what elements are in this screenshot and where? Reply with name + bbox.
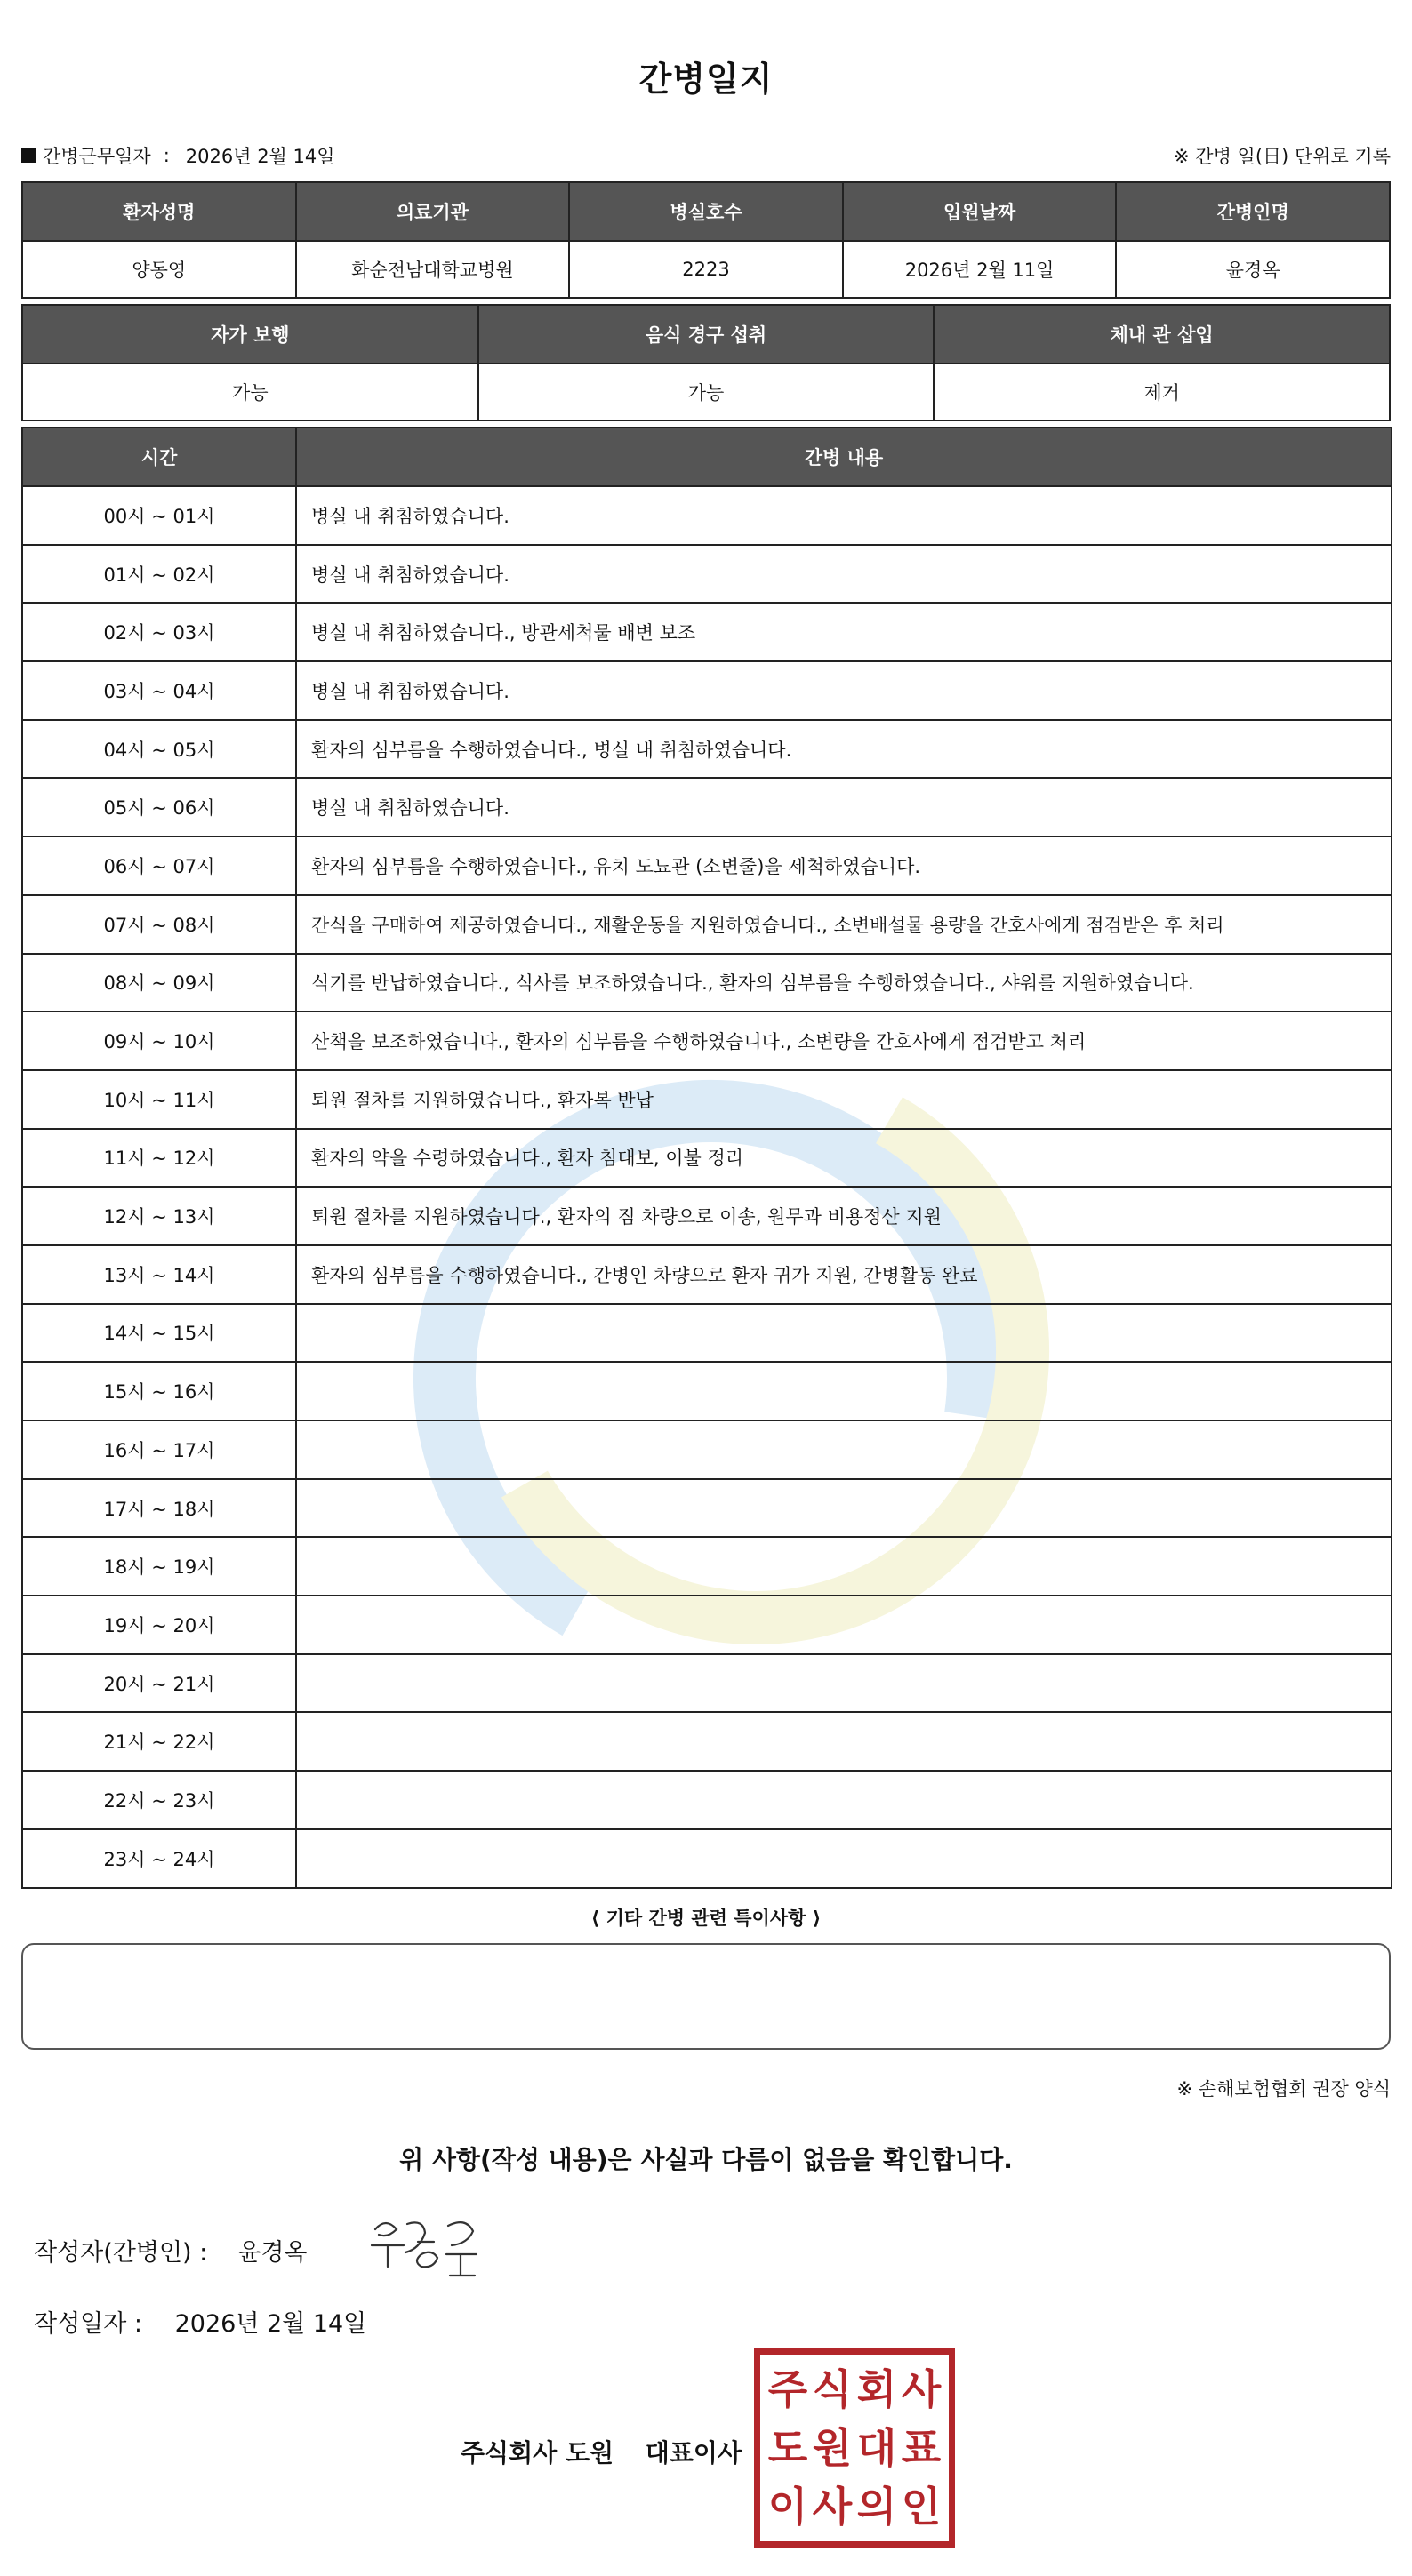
table-row [22,836,1392,895]
company-line [461,2434,742,2469]
care-log-rows [22,486,1392,1888]
record-note: ※ 간병 일(日) 단위로 기록 [1174,146,1391,167]
seal-character: 표 [901,2424,942,2472]
time-slot: 19시 ~ 20시 [22,1596,296,1654]
care-content: 환자의 심부름을 수행하였습니다., 병실 내 취침하였습니다. [296,720,1392,779]
status-header-row [22,305,1390,364]
patient-status-table [21,304,1391,421]
seal-character: 회 [856,2365,897,2413]
care-content [296,1362,1392,1420]
seal-character: 대 [856,2424,897,2472]
header-hospital: 의료기관 [296,182,570,241]
care-log-table [21,427,1392,1889]
time-slot: 12시 ~ 13시 [22,1187,296,1245]
seal-character: 주 [767,2365,808,2413]
time-slot: 22시 ~ 23시 [22,1771,296,1829]
time-slot: 06시 ~ 07시 [22,836,296,895]
time-slot: 09시 ~ 10시 [22,1012,296,1070]
care-content [296,1420,1392,1479]
header-patient-name: 환자성명 [22,182,296,241]
header-time: 시간 [22,428,296,486]
room-number: 2223 [569,241,843,298]
header-care-content: 간병 내용 [296,428,1392,486]
care-content: 병실 내 취침하였습니다., 방관세척물 배변 보조 [296,603,1392,661]
care-content: 간식을 구매하여 제공하였습니다., 재활운동을 지원하였습니다., 소변배설물 용량을 간호사에게 점검받은 후 처리 [296,895,1392,954]
hospital-name: 화순전남대학교병원 [296,241,570,298]
status-value-row [22,364,1390,420]
seal-character: 원 [812,2424,853,2472]
table-row [22,1245,1392,1304]
write-date-value: 2026년 2월 14일 [174,2310,367,2338]
care-content: 환자의 심부름을 수행하였습니다., 간병인 차량으로 환자 귀가 지원, 간병활동 완료 [296,1245,1392,1304]
care-content [296,1537,1392,1596]
time-slot: 16시 ~ 17시 [22,1420,296,1479]
care-content: 퇴원 절차를 지원하였습니다., 환자복 반납 [296,1070,1392,1129]
header-oral-intake: 음식 경구 섭취 [478,305,935,364]
oral-intake-status: 가능 [478,364,935,420]
table-row [22,1420,1392,1479]
time-slot: 02시 ~ 03시 [22,603,296,661]
company-seal-stamp [754,2348,955,2548]
care-content: 환자의 심부름을 수행하였습니다., 유치 도뇨관 (소변줄)을 세척하였습니다. [296,836,1392,895]
time-slot: 20시 ~ 21시 [22,1654,296,1713]
walking-status: 가능 [22,364,478,420]
work-date-value: 2026년 2월 14일 [185,146,335,167]
table-row [22,720,1392,779]
table-row [22,545,1392,604]
writer-label: 작성자(간병인) : [34,2239,208,2267]
table-row [22,1129,1392,1188]
patient-info-table [21,181,1391,299]
time-slot: 23시 ~ 24시 [22,1829,296,1888]
time-slot: 17시 ~ 18시 [22,1479,296,1538]
time-slot: 10시 ~ 11시 [22,1070,296,1129]
table-row [22,1596,1392,1654]
seal-character: 인 [901,2483,942,2531]
writer-line [34,2233,308,2268]
header-admission-date: 입원날짜 [843,182,1117,241]
seal-character: 사 [901,2365,942,2413]
header-walking: 자가 보행 [22,305,478,364]
table-row [22,1654,1392,1713]
care-content [296,1654,1392,1713]
company-name: 주식회사 도원 [461,2438,614,2468]
time-slot: 01시 ~ 02시 [22,545,296,604]
seal-character: 도 [767,2424,808,2472]
table-row [22,1187,1392,1245]
work-date-label: 간병근무일자 [43,146,151,167]
patient-info-value-row [22,241,1390,298]
care-content: 병실 내 취침하였습니다. [296,545,1392,604]
table-row [22,603,1392,661]
time-slot: 00시 ~ 01시 [22,486,296,545]
time-slot: 15시 ~ 16시 [22,1362,296,1420]
special-notes-title: ⟨ 기타 간병 관련 특이사항 ⟩ [590,1908,822,1929]
write-date-label: 작성일자 : [34,2310,143,2338]
header-room: 병실호수 [569,182,843,241]
seal-character: 식 [812,2365,853,2413]
square-bullet-icon [21,148,36,163]
time-slot: 07시 ~ 08시 [22,895,296,954]
care-content: 식기를 반납하였습니다., 식사를 보조하였습니다., 환자의 심부름을 수행하였습니다., 샤워를 지원하였습니다. [296,954,1392,1012]
document-title: 간병일지 [638,60,774,99]
time-slot: 14시 ~ 15시 [22,1304,296,1363]
time-slot: 08시 ~ 09시 [22,954,296,1012]
seal-character: 사 [812,2483,853,2531]
table-row [22,1012,1392,1070]
header-tube: 체내 관 삽입 [934,305,1390,364]
table-row [22,1829,1392,1888]
admission-date: 2026년 2월 11일 [843,241,1117,298]
care-content [296,1829,1392,1888]
time-slot: 21시 ~ 22시 [22,1712,296,1771]
caregiver-name: 윤경옥 [1116,241,1390,298]
table-row [22,954,1392,1012]
table-row [22,1070,1392,1129]
care-content [296,1479,1392,1538]
time-slot: 11시 ~ 12시 [22,1129,296,1188]
form-source-note: ※ 손해보험협회 권장 양식 [1176,2078,1391,2100]
table-row [22,1304,1392,1363]
care-content [296,1771,1392,1829]
work-date-colon: : [163,145,170,166]
tube-status: 제거 [934,364,1390,420]
table-row [22,661,1392,720]
confirmation-statement: 위 사항(작성 내용)은 사실과 다름이 없음을 확인합니다. [399,2145,1013,2174]
time-slot: 04시 ~ 05시 [22,720,296,779]
table-row [22,1537,1392,1596]
time-slot: 05시 ~ 06시 [22,778,296,836]
care-content: 퇴원 절차를 지원하였습니다., 환자의 짐 차량으로 이송, 원무과 비용정산 지원 [296,1187,1392,1245]
care-content [296,1712,1392,1771]
write-date-line [34,2304,366,2339]
care-content: 병실 내 취침하였습니다. [296,486,1392,545]
care-content: 병실 내 취침하였습니다. [296,778,1392,836]
care-content: 산책을 보조하였습니다., 환자의 심부름을 수행하였습니다., 소변량을 간호사에게 점검받고 처리 [296,1012,1392,1070]
table-row [22,778,1392,836]
table-row [22,1771,1392,1829]
care-content: 환자의 약을 수령하였습니다., 환자 침대보, 이불 정리 [296,1129,1392,1188]
care-log-header-row [22,428,1392,486]
seal-characters [766,2360,943,2536]
handwritten-signature [363,2210,496,2290]
table-row [22,1362,1392,1420]
seal-character: 이 [767,2483,808,2531]
table-row [22,1479,1392,1538]
patient-name: 양동영 [22,241,296,298]
table-row [22,486,1392,545]
work-date [21,142,335,169]
time-slot: 13시 ~ 14시 [22,1245,296,1304]
time-slot: 03시 ~ 04시 [22,661,296,720]
header-caregiver-name: 간병인명 [1116,182,1390,241]
care-content [296,1596,1392,1654]
table-row [22,1712,1392,1771]
time-slot: 18시 ~ 19시 [22,1537,296,1596]
seal-character: 의 [856,2483,897,2531]
ceo-title: 대표이사 [645,2438,742,2468]
special-notes-box [21,1943,1391,2050]
patient-info-header-row [22,182,1390,241]
table-row [22,895,1392,954]
care-content: 병실 내 취침하였습니다. [296,661,1392,720]
care-content [296,1304,1392,1363]
writer-name: 윤경옥 [237,2239,308,2267]
